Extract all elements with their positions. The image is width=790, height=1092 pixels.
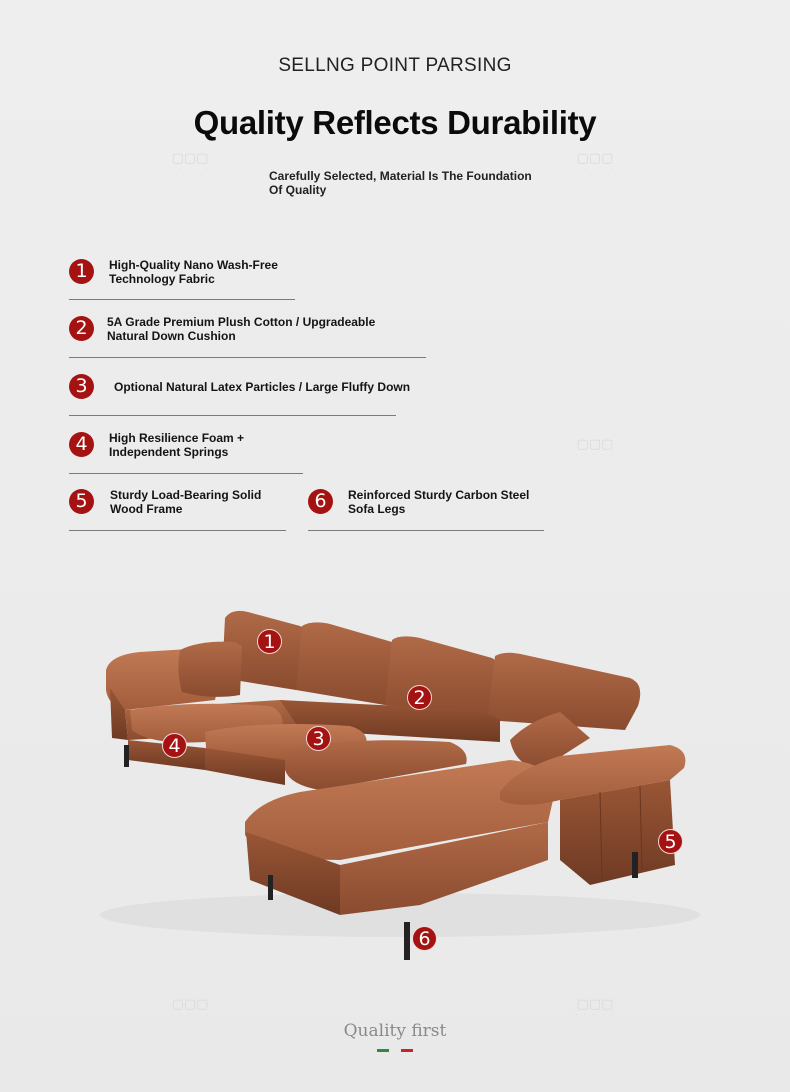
footer-tagline: Quality first [343,1021,447,1041]
watermark-logo: ▢▢▢ · · · · · [169,996,211,1019]
feature-label: High Resilience Foam + Independent Springs [109,431,245,459]
callout-marker-5: 5 [658,829,683,854]
feature-divider [69,357,426,358]
feature-number-badge: 5 [69,489,94,514]
flag-stripe-red [401,1049,413,1052]
watermark-logo: ▢▢▢ · · · · · [574,150,616,173]
feature-divider [308,530,544,531]
feature-label: Optional Natural Latex Particles / Large Fluffy Down [114,380,411,394]
feature-number-badge: 2 [69,316,94,341]
feature-number-badge: 4 [69,432,94,457]
callout-marker-2: 2 [407,685,432,710]
section-eyebrow: SELLNG POINT PARSING [278,55,512,76]
feature-number-badge: 3 [69,374,94,399]
watermark-logo: ▢▢▢ · · · · · [574,436,616,459]
feature-divider [69,299,295,300]
sofa-image [0,560,790,980]
callout-marker-1: 1 [257,629,282,654]
feature-label: Sturdy Load-Bearing Solid Wood Frame [110,488,262,516]
flag-stripe-green [377,1049,389,1052]
feature-divider [69,415,396,416]
feature-label: 5A Grade Premium Plush Cotton / Upgradeable Natural Down Cushion [107,315,376,343]
feature-number-badge: 6 [308,489,333,514]
watermark-logo: ▢▢▢ · · · · · [169,150,211,173]
feature-number-badge: 1 [69,259,94,284]
feature-divider [69,530,286,531]
feature-divider [69,473,303,474]
callout-marker-3: 3 [306,726,331,751]
callout-marker-4: 4 [162,733,187,758]
page-title: Quality Reflects Durability [193,104,597,141]
callout-marker-6: 6 [412,926,437,951]
feature-label: High-Quality Nano Wash-Free Technology Fabric [109,258,278,286]
watermark-logo: ▢▢▢ · · · · · [574,996,616,1019]
section-subtitle: Carefully Selected, Material Is The Foundation Of Quality [269,169,532,197]
feature-label: Reinforced Sturdy Carbon Steel Sofa Legs [348,488,530,516]
